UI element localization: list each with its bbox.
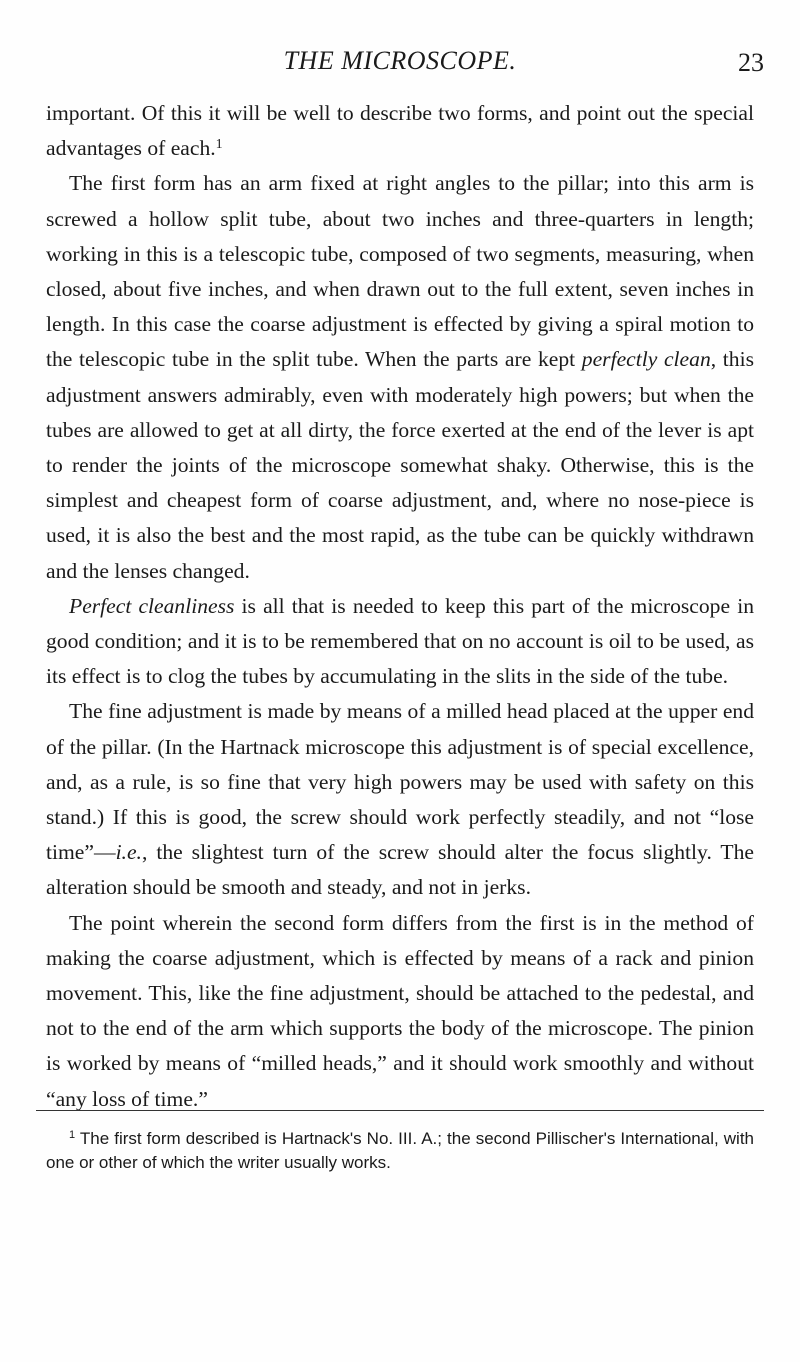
paragraph-5 bbox=[46, 906, 754, 1117]
footnote-marker: 1 bbox=[69, 1129, 76, 1141]
paragraph-2-emphasis: perfectly clean bbox=[581, 347, 711, 372]
paragraph-1-text: important. Of this it will be well to describe two forms, and point out the special advantages of each. bbox=[46, 101, 754, 161]
paragraph-3 bbox=[46, 589, 754, 695]
page-number: 23 bbox=[738, 48, 764, 77]
paragraph-4 bbox=[46, 694, 754, 905]
footnote bbox=[46, 1127, 754, 1175]
paragraph-4-emphasis: i.e. bbox=[115, 840, 142, 865]
paragraph-4-text-a: The fine adjustment is made by means of a milled head placed at the upper end of the pillar. (In the Hartnack microscope this adjustment is of special excellence, and, as a rule, is so fine that very high powers may be used with safety on this stand.) If this is good, the screw should work perfectly steadily, and not “lose time”— bbox=[46, 699, 754, 865]
running-title: THE MICROSCOPE. bbox=[283, 46, 517, 75]
paragraph-3-emphasis: Perfect cleanliness bbox=[69, 593, 235, 618]
footnote-text: The first form described is Hartnack's No. III. A.; the second Pillischer's International, with one or other of which the writer usually works. bbox=[46, 1129, 755, 1172]
paragraph-4-text-b: , the slightest turn of the screw should alter the focus slightly. The alteration should be smooth and steady, and not in jerks. bbox=[46, 840, 754, 900]
paragraph-1 bbox=[46, 96, 754, 166]
paragraph-2 bbox=[46, 166, 754, 588]
paragraph-5-text: The point wherein the second form differs from the first is in the method of making the coarse adjustment, which is effected by means of a rack and pinion movement. This, like the fine adjustment, should be attached to the pedestal, and not to the end of the arm which supports the body of the microscope. The pinion is worked by means of “milled heads,” and it should work smoothly and without “any loss of time.” bbox=[46, 910, 754, 1111]
footnote-divider bbox=[36, 1110, 764, 1111]
page-header bbox=[0, 0, 800, 100]
footnote-reference: 1 bbox=[215, 137, 223, 153]
paragraph-2-text-a: The first form has an arm fixed at right angles to the pillar; into this arm is screwed a hollow split tube, about two inches and three-quarters in length; working in this is a telescopic tube, composed of two segments, measuring, when closed, about five inches, and when drawn out to the full extent, seven inches in length. In this case the coarse adjustment is effected by giving a spiral motion to the telescopic tube in the split tube. When the parts are kept bbox=[46, 171, 754, 372]
paragraph-2-text-b: , this adjustment answers admirably, even with moderately high powers; but when the tubes are allowed to get at all dirty, the force exerted at the end of the lever is apt to render the joints of the microscope somewhat shaky. Otherwise, this is the simplest and cheapest form of coarse adjustment, and, where no nose-piece is used, it is also the best and the most rapid, as the tube can be quickly withdrawn and the lenses changed. bbox=[46, 347, 755, 583]
paragraph-3-text: is all that is needed to keep this part of the microscope in good condition; and it is to be remembered that on no account is oil to be used, as its effect is to clog the tubes by accumulating in the slits in the side of the tube. bbox=[46, 593, 754, 689]
body-text bbox=[46, 96, 754, 1117]
